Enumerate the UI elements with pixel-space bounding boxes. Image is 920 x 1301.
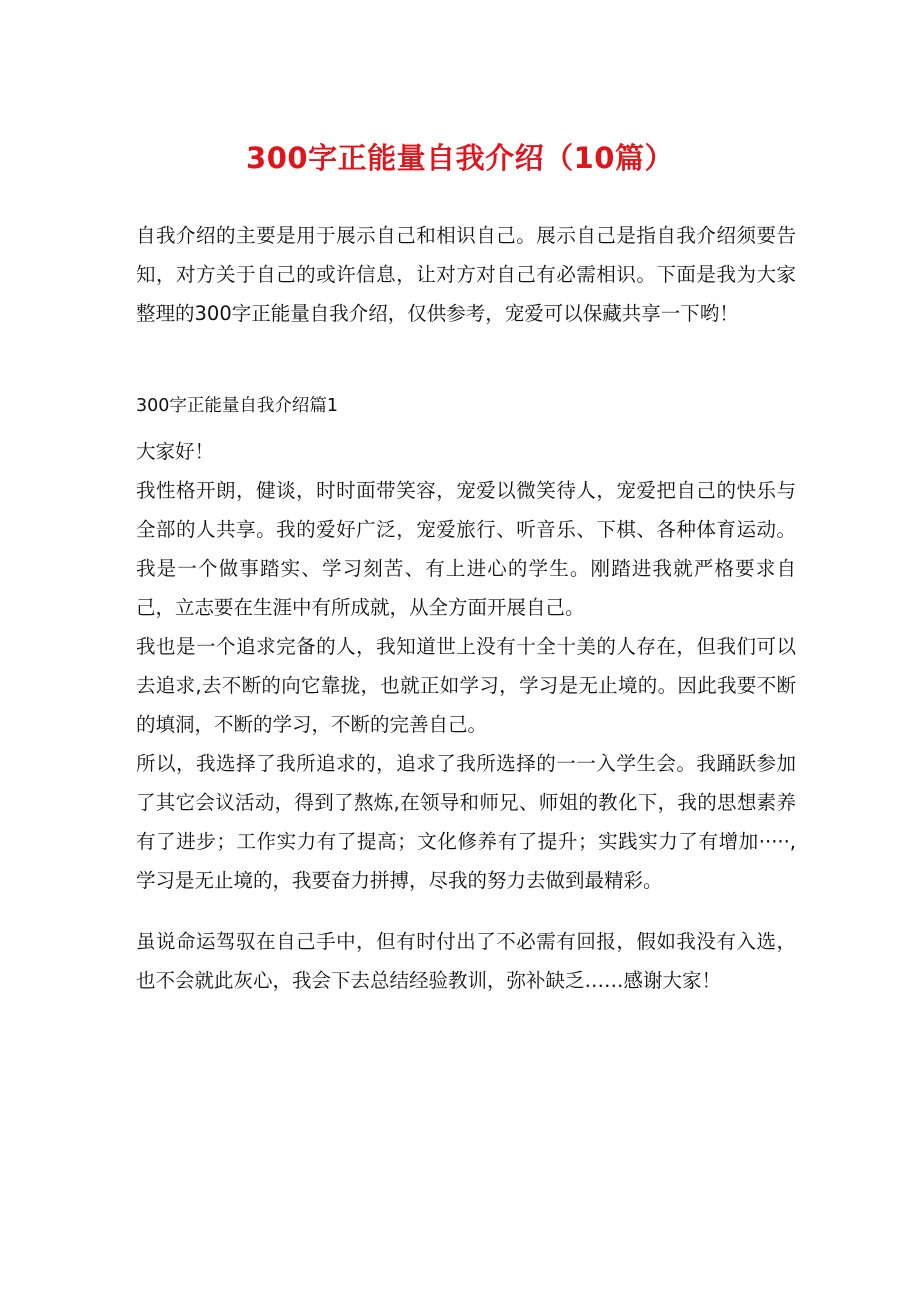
body-paragraph-2: 我也是一个追求完备的人，我知道世上没有十全十美的人存在，但我们可以去追求,去不断的向它靠拢，也就正如学习，学习是无止境的。因此我要不断的填洞，不断的学习，不断的完善自己。 (136, 635, 796, 736)
body-paragraph-4: 虽说命运驾驭在自己手中，但有时付出了不必需有回报，假如我没有入选，也不会就此灰心，我会下去总结经验教训，弥补缺乏……感谢大家！ (136, 930, 796, 992)
document-body (136, 216, 796, 1000)
document-title: 300字正能量自我介绍（10篇） (246, 141, 674, 175)
intro-paragraph: 自我介绍的主要是用于展示自己和相识自己。展示自己是指自我介绍须要告知，对方关于自己的或许信息，让对方对自己有必需相识。下面是我为大家整理的300字正能量自我介绍，仅供参考，宠爱可以保藏共享一下哟！ (136, 224, 796, 325)
section-heading: 300字正能量自我介绍篇1 (136, 396, 339, 416)
greeting-paragraph: 大家好！ (136, 440, 215, 463)
body-paragraph-3: 所以，我选择了我所追求的，追求了我所选择的一一入学生会。我踊跃参加了其它会议活动，得到了熬炼,在领导和师兄、师姐的教化下，我的思想素养有了进步；工作实力有了提高；文化修养有了提升；实践实力了有增加·····,学习是无止境的，我要奋力拼搏，尽我的努力去做到最精彩。 (136, 752, 796, 892)
body-paragraph-1: 我性格开朗，健谈，时时面带笑容，宠爱以微笑待人，宠爱把自己的快乐与全部的人共享。我的爱好广泛，宠爱旅行、听音乐、下棋、各种体育运动。我是一个做事踏实、学习刻苦、有上进心的学生。刚踏进我就严格要求自己，立志要在生涯中有所成就，从全方面开展自己。 (136, 479, 796, 619)
